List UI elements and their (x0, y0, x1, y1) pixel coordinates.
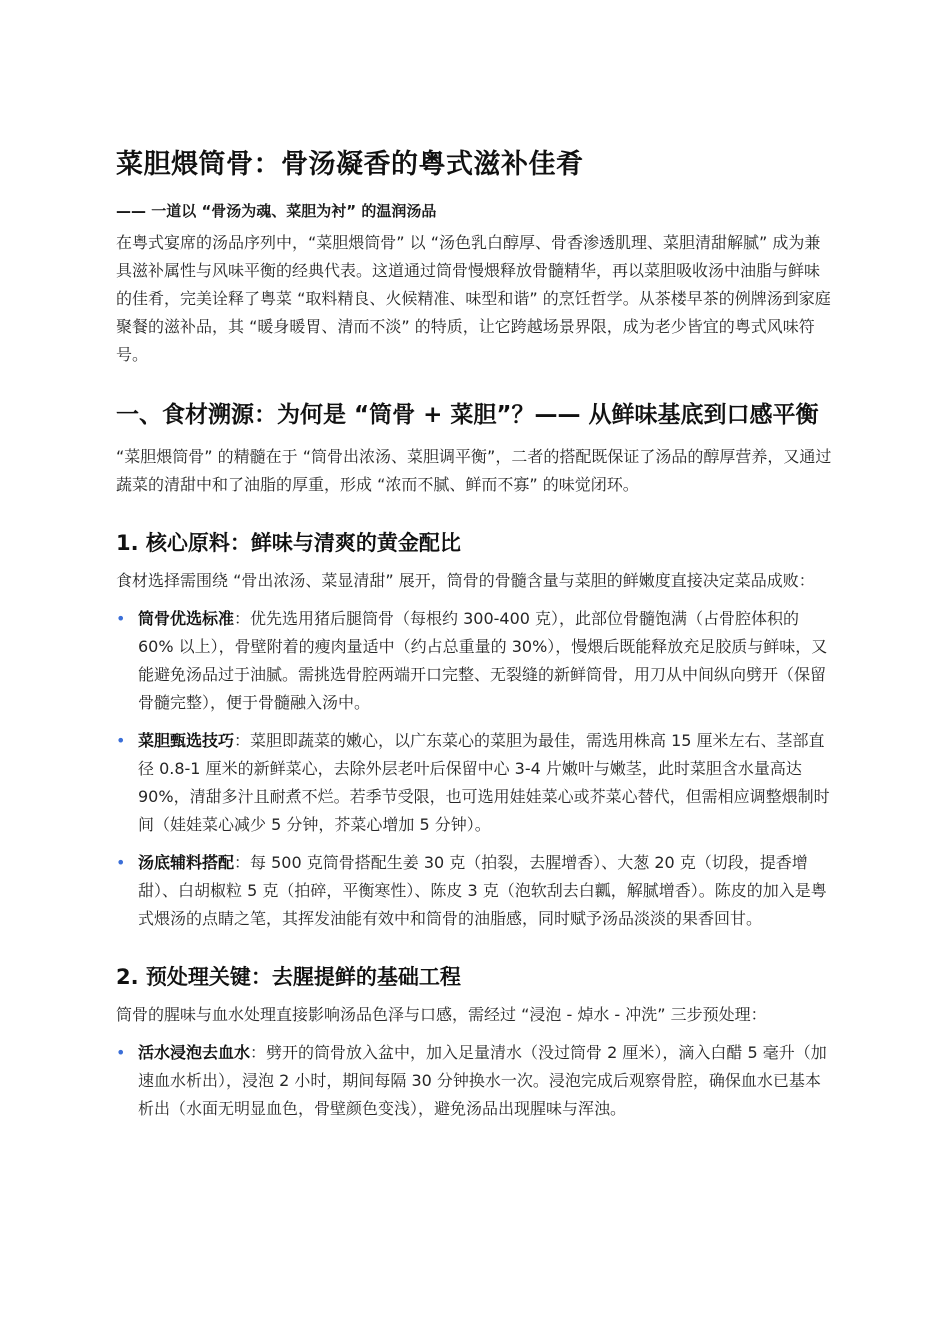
list-item (116, 849, 834, 933)
document-page (116, 142, 834, 1133)
ingredient-list (116, 605, 834, 933)
list-item-label: 菜胆甄选技巧 (138, 731, 235, 750)
section-1-heading: 一、食材溯源：为何是 “筒骨 + 菜胆”？—— 从鲜味基底到口感平衡 (116, 402, 819, 428)
page-subtitle: —— 一道以 “骨汤为魂、菜胆为衬” 的温润汤品 (116, 202, 437, 220)
subsection-1-intro: 食材选择需围绕 “骨出浓汤、菜显清甜” 展开，筒骨的骨髓含量与菜胆的鲜嫩度直接决定菜品成败： (116, 571, 815, 590)
list-item-text: ：劈开的筒骨放入盆中，加入足量清水（没过筒骨 2 厘米），滴入白醋 5 毫升（加速血水析出），浸泡 2 小时，期间每隔 30 分钟换水一次。浸泡完成后观察骨腔，确保血水已基本析出（水面无明显血色，骨壁颜色变浅），避免汤品出现腥味与浑浊。 (138, 1043, 827, 1118)
list-item-label: 活水浸泡去血水 (138, 1043, 251, 1062)
subsection-1-heading: 1. 核心原料：鲜味与清爽的黄金配比 (116, 531, 461, 555)
list-item-label: 筒骨优选标准 (138, 609, 235, 628)
intro-paragraph: 在粤式宴席的汤品序列中，“菜胆煨筒骨” 以 “汤色乳白醇厚、骨香渗透肌理、菜胆清甜解腻” 成为兼具滋补属性与风味平衡的经典代表。这道通过筒骨慢煨释放骨髓精华，再以菜胆吸收汤中油脂与鲜味的佳肴，完美诠释了粤菜 “取料精良、火候精准、味型和谐” 的烹饪哲学。从茶楼早茶的例牌汤到家庭聚餐的滋补品，其 “暖身暖胃、清而不淡” 的特质，让它跨越场景界限，成为老少皆宜的粤式风味符号。 (116, 233, 831, 364)
preprocess-list (116, 1039, 834, 1123)
bullet-icon: • (116, 731, 126, 750)
list-item-label: 汤底辅料搭配 (138, 853, 235, 872)
bullet-icon: • (116, 853, 126, 872)
list-item-text: ：每 500 克筒骨搭配生姜 30 克（拍裂，去腥增香）、大葱 20 克（切段，提香增甜）、白胡椒粒 5 克（拍碎，平衡寒性）、陈皮 3 克（泡软刮去白瓤，解腻增香）。陈皮的加入是粤式煨汤的点睛之笔，其挥发油能有效中和筒骨的油脂感，同时赋予汤品淡淡的果香回甘。 (138, 853, 827, 928)
bullet-icon: • (116, 609, 126, 628)
subsection-2-intro: 筒骨的腥味与血水处理直接影响汤品色泽与口感，需经过 “浸泡 - 焯水 - 冲洗” 三步预处理： (116, 1005, 767, 1024)
list-item (116, 1039, 834, 1123)
list-item (116, 605, 834, 717)
section-1-intro: “菜胆煨筒骨” 的精髓在于 “筒骨出浓汤、菜胆调平衡”，二者的搭配既保证了汤品的醇厚营养，又通过蔬菜的清甜中和了油脂的厚重，形成 “浓而不腻、鲜而不寡” 的味觉闭环。 (116, 447, 832, 494)
list-item-text: ：菜胆即蔬菜的嫩心，以广东菜心的菜胆为最佳，需选用株高 15 厘米左右、茎部直径 0.8-1 厘米的新鲜菜心，去除外层老叶后保留中心 3-4 片嫩叶与嫩茎，此时菜胆含水量高达 90%，清甜多汁且耐煮不烂。若季节受限，也可选用娃娃菜心或芥菜心替代，但需相应调整煨制时间（娃娃菜心减少 5 分钟，芥菜心增加 5 分钟）。 (138, 731, 830, 834)
bullet-icon: • (116, 1043, 126, 1062)
list-item-text: ：优先选用猪后腿筒骨（每根约 300-400 克），此部位骨髓饱满（占骨腔体积的 60% 以上），骨壁附着的瘦肉量适中（约占总重量的 30%），慢煨后既能释放充足胶质与鲜味，又能避免汤品过于油腻。需挑选骨腔两端开口完整、无裂缝的新鲜筒骨，用刀从中间纵向劈开（保留骨髓完整），便于骨髓融入汤中。 (138, 609, 828, 712)
subsection-2-heading: 2. 预处理关键：去腥提鲜的基础工程 (116, 965, 461, 989)
list-item (116, 727, 834, 839)
page-title: 菜胆煨筒骨：骨汤凝香的粤式滋补佳肴 (116, 149, 584, 180)
